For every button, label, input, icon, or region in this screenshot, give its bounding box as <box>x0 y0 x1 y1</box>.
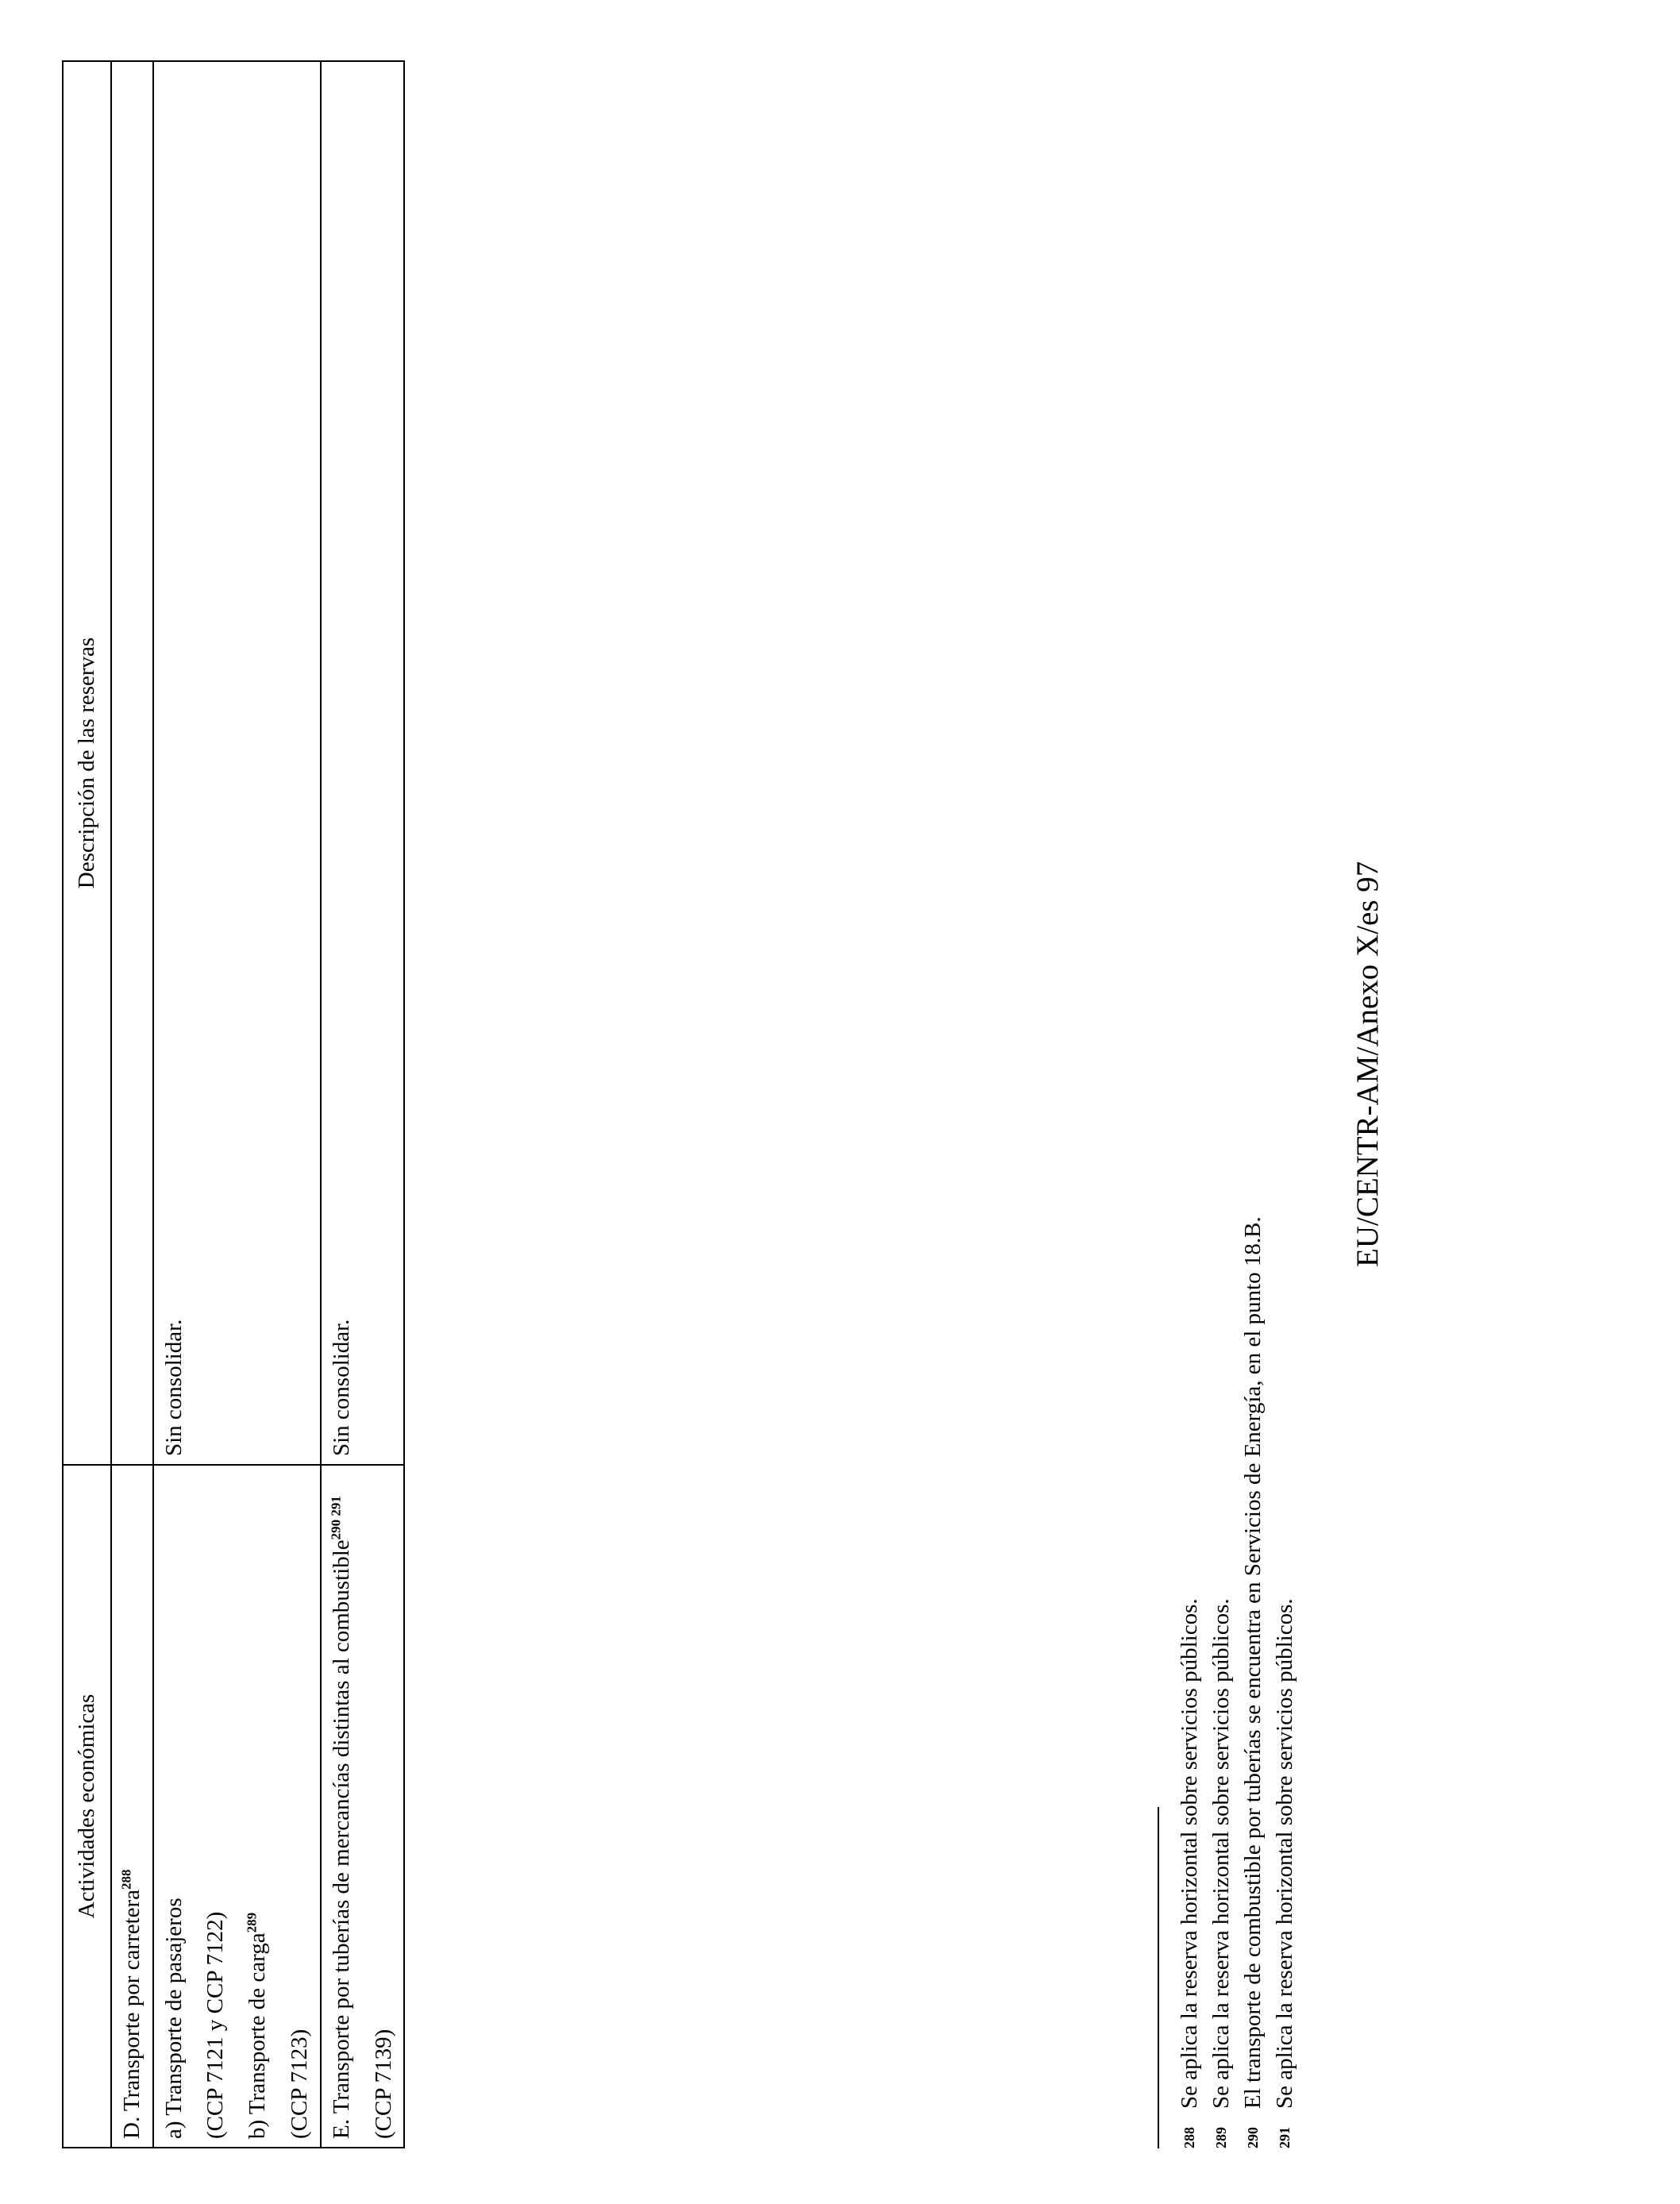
footnote-number: 290 <box>1245 2127 1261 2148</box>
activities-ab-cell <box>153 1465 321 2148</box>
footnote-ref-290-291: 290 291 <box>328 1496 344 1540</box>
footnote-text: El transporte de combustible por tuberías se encuentra en Servicios de Energía, en el punto 18.B. <box>1240 1216 1266 2109</box>
activity-b-line <box>244 1474 272 2139</box>
description-e-cell: Sin consolidar. <box>321 61 405 1465</box>
footnote-text: Se aplica la reserva horizontal sobre servicios públicos. <box>1177 1598 1202 2109</box>
footnote-ref-288: 288 <box>118 1869 134 1890</box>
footnote-text: Se aplica la reserva horizontal sobre servicios públicos. <box>1208 1598 1234 2109</box>
footnote-290 <box>1237 243 1269 2148</box>
footnotes <box>1173 243 1300 2148</box>
footnote-288 <box>1173 243 1205 2148</box>
footnote-number: 288 <box>1181 2127 1197 2148</box>
table-header-row <box>63 61 111 2148</box>
footnote-text: Se aplica la reserva horizontal sobre servicios públicos. <box>1272 1598 1297 2109</box>
footnote-separator <box>1158 1807 1159 2148</box>
activity-b-ccp: (CCP 7123) <box>286 2029 312 2139</box>
activity-a-label: a) Transporte de pasajeros <box>160 1898 187 2139</box>
activity-e-line <box>328 1474 356 2139</box>
footnote-ref-289: 289 <box>244 1912 260 1933</box>
footnote-number: 291 <box>1277 2127 1293 2148</box>
activity-b-label: b) Transporte de carga <box>245 1932 271 2139</box>
header-reservations-description: Descripción de las reservas <box>63 61 111 1465</box>
activity-e-cell <box>321 1465 405 2148</box>
footnote-291 <box>1269 243 1300 2148</box>
description-ab-cell: Sin consolidar. <box>153 61 321 1465</box>
table-row <box>321 61 405 2148</box>
table-row <box>153 61 321 2148</box>
header-economic-activities: Actividades económicas <box>63 1465 111 2148</box>
table-row <box>111 61 153 2148</box>
reservations-table <box>62 60 405 2148</box>
activity-e-label: E. Transporte por tuberías de mercancías distintas al combustible <box>328 1539 354 2139</box>
activity-e-ccp: (CCP 7139) <box>370 2029 396 2139</box>
section-d-label: D. Transporte por carretera <box>118 1889 144 2139</box>
section-d-cell <box>111 1465 153 2148</box>
footnote-number: 289 <box>1213 2127 1229 2148</box>
section-d-description <box>111 61 153 1465</box>
page-identifier: EU/CENTR-AM/Anexo X/es 97 <box>1351 861 1385 1267</box>
footnote-289 <box>1205 243 1237 2148</box>
activity-a-ccp: (CCP 7121 y CCP 7122) <box>202 1911 229 2139</box>
